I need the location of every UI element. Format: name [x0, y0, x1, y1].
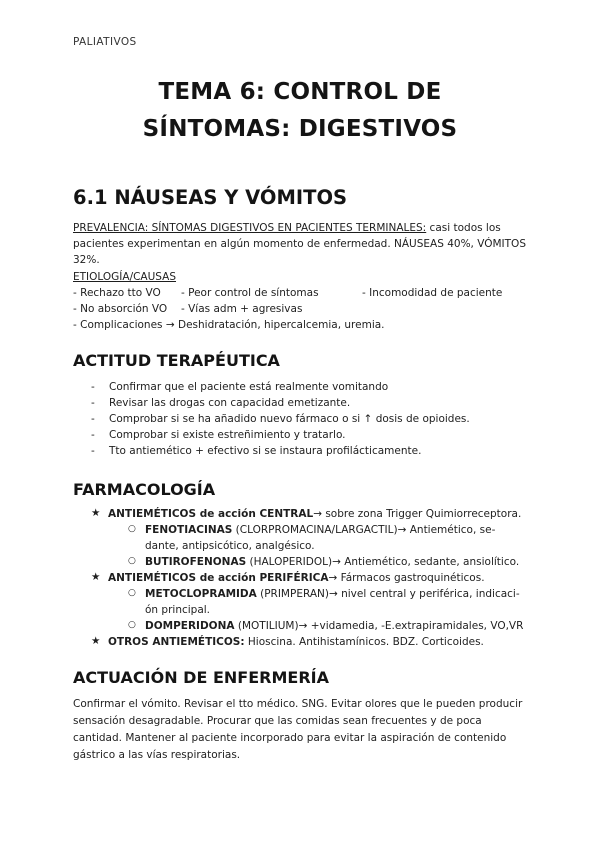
- farm-meto-bold: METOCLOPRAMIDA: [145, 588, 257, 600]
- farm-domp-rest: (MOTILIUM)→ +vidamedia, -E.extrapiramidales, VO,VR: [234, 620, 524, 632]
- cause-3: - Incomodidad de paciente: [362, 287, 503, 299]
- farm-perif: [108, 571, 485, 587]
- star-bullet-icon: ★: [91, 571, 101, 583]
- cause-2: - Peor control de síntomas: [181, 287, 319, 299]
- star-bullet-icon: ★: [91, 507, 101, 519]
- dash-bullet: -: [91, 413, 95, 425]
- page-title: [0, 74, 600, 148]
- prevalencia-text-1: casi todos los: [426, 222, 501, 234]
- cause-1: - Rechazo tto VO: [73, 287, 161, 299]
- farm-otros-bold: OTROS ANTIEMÉTICOS:: [108, 636, 245, 648]
- etiologia-label: ETIOLOGÍA/CAUSAS: [73, 271, 177, 283]
- actitud-item-2: Revisar las drogas con capacidad emetizante.: [109, 397, 351, 409]
- prevalencia-line-1: [73, 221, 501, 237]
- section-heading-actitud: ACTITUD TERAPÉUTICA: [73, 351, 280, 370]
- enfermeria-line-2: sensación desagradable. Procurar que las comidas sean frecuentes y de poca: [73, 715, 482, 727]
- farm-feno-rest: (CLORPROMACINA/LARGACTIL)→ Antiemético, se-: [232, 524, 496, 536]
- farm-butiro-bold: BUTIROFENONAS: [145, 556, 247, 568]
- farm-central-bold: ANTIEMÉTICOS de acción CENTRAL: [108, 508, 314, 520]
- farm-butiro-rest: (HALOPERIDOL)→ Antiemético, sedante, ansiolítico.: [246, 556, 520, 568]
- farm-domp-bold: DOMPERIDONA: [145, 620, 235, 632]
- circle-bullet-icon: ○: [128, 620, 136, 630]
- circle-bullet-icon: ○: [128, 588, 136, 598]
- dash-bullet: -: [91, 397, 95, 409]
- title-line-2: SÍNTOMAS: DIGESTIVOS: [142, 116, 458, 142]
- dash-bullet: -: [91, 445, 95, 457]
- farm-feno-line-2: dante, antipsicótico, analgésico.: [145, 540, 315, 552]
- actitud-item-5: Tto antiemético + efectivo si se instaura profilácticamente.: [109, 445, 422, 457]
- enfermeria-line-4: gástrico a las vías respiratorias.: [73, 749, 241, 761]
- circle-bullet-icon: ○: [128, 524, 136, 534]
- prevalencia-label: PREVALENCIA: SÍNTOMAS DIGESTIVOS EN PACIENTES TERMINALES:: [73, 222, 427, 234]
- farm-otros: [108, 635, 484, 651]
- actitud-item-4: Comprobar si existe estreñimiento y tratarlo.: [109, 429, 346, 441]
- cause-6: - Complicaciones → Deshidratación, hipercalcemia, uremia.: [73, 319, 385, 331]
- dash-bullet: -: [91, 429, 95, 441]
- farm-meto-line-2: ón principal.: [145, 604, 211, 616]
- farm-perif-rest: → Fármacos gastroquinéticos.: [328, 572, 485, 584]
- dash-bullet: -: [91, 381, 95, 393]
- enfermeria-line-3: cantidad. Mantener al paciente incorporado para evitar la aspiración de contenido: [73, 732, 507, 744]
- enfermeria-line-1: Confirmar el vómito. Revisar el tto médico. SNG. Evitar olores que le pueden producir: [73, 698, 523, 710]
- farm-feno: [145, 523, 495, 539]
- title-line-1: TEMA 6: CONTROL DE: [158, 79, 442, 105]
- farm-central: [108, 507, 521, 523]
- actitud-item-1: Confirmar que el paciente está realmente vomitando: [109, 381, 389, 393]
- section-heading-enfermeria: ACTUACIÓN DE ENFERMERÍA: [73, 668, 329, 687]
- farm-meto-rest: (PRIMPERAN)→ nivel central y periférica, indicaci-: [256, 588, 520, 600]
- farm-feno-bold: FENOTIACINAS: [145, 524, 233, 536]
- cause-5: - Vías adm + agresivas: [181, 303, 303, 315]
- prevalencia-line-2: pacientes experimentan en algún momento de enfermedad. NÁUSEAS 40%, VÓMITOS: [73, 238, 526, 250]
- farm-domp: [145, 619, 523, 635]
- cause-4: - No absorción VO: [73, 303, 168, 315]
- farm-butiro: [145, 555, 519, 571]
- star-bullet-icon: ★: [91, 635, 101, 647]
- actitud-item-3: Comprobar si se ha añadido nuevo fármaco o si ↑ dosis de opioides.: [109, 413, 470, 425]
- farm-central-rest: → sobre zona Trigger Quimiorreceptora.: [313, 508, 522, 520]
- section-heading-nauseas: 6.1 NÁUSEAS Y VÓMITOS: [73, 186, 348, 209]
- farm-perif-bold: ANTIEMÉTICOS de acción PERIFÉRICA: [108, 572, 329, 584]
- page-header: PALIATIVOS: [73, 36, 137, 48]
- farm-otros-rest: Hioscina. Antihistamínicos. BDZ. Corticoides.: [244, 636, 484, 648]
- farm-meto: [145, 587, 520, 603]
- prevalencia-line-3: 32%.: [73, 254, 100, 266]
- circle-bullet-icon: ○: [128, 556, 136, 566]
- section-heading-farmacologia: FARMACOLOGÍA: [73, 480, 216, 499]
